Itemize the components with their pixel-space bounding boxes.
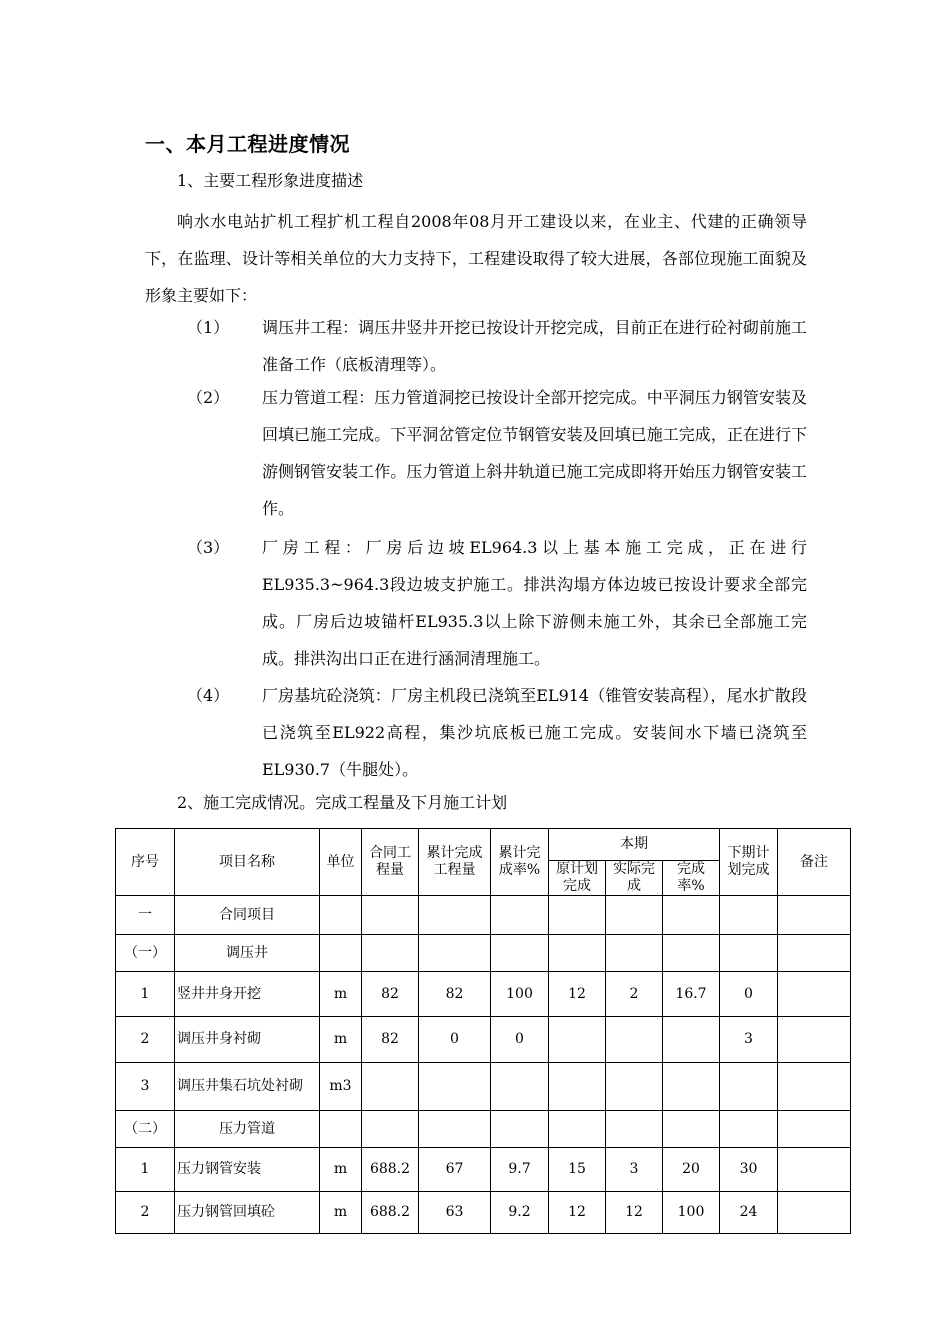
header-rate: 完成率%: [663, 861, 720, 896]
cell-seq: 一: [116, 896, 175, 935]
cell-planned: [549, 1111, 606, 1148]
header-contract: 合同工程量: [362, 829, 419, 896]
header-cum-qty: 累计完成工程量: [419, 829, 491, 896]
cell-cum-qty: 82: [419, 972, 491, 1017]
cell-next: 24: [720, 1192, 778, 1234]
list-item-number: （2）: [187, 388, 230, 407]
cell-cum-qty: 67: [419, 1148, 491, 1192]
list-item: [145, 379, 807, 527]
cell-name: 竖井井身开挖: [175, 972, 320, 1017]
cell-unit: m: [320, 1192, 362, 1234]
cell-actual: 2: [606, 972, 663, 1017]
list-item-number: （1）: [187, 318, 230, 337]
progress-table: [115, 828, 851, 1234]
cell-unit: [320, 896, 362, 935]
cell-rate: [663, 1111, 720, 1148]
cell-rate: [663, 1017, 720, 1063]
cell-planned: 12: [549, 972, 606, 1017]
progress-table-body: [116, 896, 851, 1234]
cell-remark: [778, 1111, 851, 1148]
cell-remark: [778, 896, 851, 935]
cell-contract: 82: [362, 1017, 419, 1063]
cell-contract: [362, 1111, 419, 1148]
cell-unit: m: [320, 972, 362, 1017]
cell-planned: 12: [549, 1192, 606, 1234]
cell-seq: 1: [116, 1148, 175, 1192]
cell-remark: [778, 972, 851, 1017]
cell-contract: [362, 896, 419, 935]
cell-seq: 2: [116, 1192, 175, 1234]
list-item-number: （4）: [187, 686, 230, 705]
cell-rate: 20: [663, 1148, 720, 1192]
cell-cum-qty: [419, 935, 491, 972]
header-name: 项目名称: [175, 829, 320, 896]
cell-cum-rate: 100: [491, 972, 549, 1017]
cell-remark: [778, 1192, 851, 1234]
cell-cum-rate: 0: [491, 1017, 549, 1063]
cell-next: [720, 935, 778, 972]
cell-cum-qty: 0: [419, 1017, 491, 1063]
cell-unit: m: [320, 1017, 362, 1063]
list-item-number: （3）: [187, 538, 230, 557]
cell-actual: 12: [606, 1192, 663, 1234]
cell-contract: 688.2: [362, 1192, 419, 1234]
header-next: 下期计划完成: [720, 829, 778, 896]
list-item: [145, 309, 807, 383]
cell-name: 压力钢管回填砼: [175, 1192, 320, 1234]
cell-name: 压力管道: [175, 1111, 320, 1148]
cell-name: 调压井: [175, 935, 320, 972]
cell-rate: [663, 896, 720, 935]
header-cum-rate: 累计完成率%: [491, 829, 549, 896]
cell-unit: [320, 935, 362, 972]
header-planned: 原计划完成: [549, 861, 606, 896]
list-item-text: 厂房工程：厂房后边坡EL964.3以上基本施工完成，正在进行EL935.3~964.3段边坡支护施工。排洪沟塌方体边坡已按设计要求全部完成。厂房后边坡锚杆EL935.3以上除下游侧未施工外，其余已全部施工完成。排洪沟出口正在进行涵洞清理施工。: [262, 538, 807, 668]
cell-next: [720, 1111, 778, 1148]
table-row: [116, 896, 851, 935]
cell-seq: 2: [116, 1017, 175, 1063]
cell-next: 3: [720, 1017, 778, 1063]
cell-rate: [663, 935, 720, 972]
table-row: [116, 1111, 851, 1148]
cell-cum-rate: [491, 935, 549, 972]
cell-remark: [778, 1017, 851, 1063]
header-actual: 实际完成: [606, 861, 663, 896]
cell-remark: [778, 1148, 851, 1192]
cell-rate: 16.7: [663, 972, 720, 1017]
list-item: [145, 529, 807, 677]
cell-contract: [362, 935, 419, 972]
cell-actual: [606, 1017, 663, 1063]
list-item-text: 压力管道工程：压力管道洞挖已按设计全部开挖完成。中平洞压力钢管安装及回填已施工完成。下平洞岔管定位节钢管安装及回填已施工完成，正在进行下游侧钢管安装工作。压力管道上斜井轨道已施工完成即将开始压力钢管安装工作。: [262, 388, 807, 518]
cell-actual: [606, 1063, 663, 1111]
cell-name: 调压井身衬砌: [175, 1017, 320, 1063]
cell-rate: 100: [663, 1192, 720, 1234]
cell-actual: [606, 935, 663, 972]
cell-seq: （一）: [116, 935, 175, 972]
table-row: [116, 935, 851, 972]
list-item-text: 厂房基坑砼浇筑：厂房主机段已浇筑至EL914（锥管安装高程），尾水扩散段已浇筑至EL922高程，集沙坑底板已施工完成。安装间水下墙已浇筑至EL930.7（牛腿处）。: [262, 686, 807, 779]
table-row: [116, 972, 851, 1017]
table-row: [116, 1148, 851, 1192]
cell-seq: 3: [116, 1063, 175, 1111]
cell-cum-qty: [419, 896, 491, 935]
header-current: 本期: [549, 829, 720, 861]
cell-unit: [320, 1111, 362, 1148]
cell-remark: [778, 935, 851, 972]
header-remark: 备注: [778, 829, 851, 896]
cell-contract: [362, 1063, 419, 1111]
cell-planned: [549, 896, 606, 935]
cell-planned: [549, 935, 606, 972]
cell-seq: 1: [116, 972, 175, 1017]
cell-cum-rate: 9.2: [491, 1192, 549, 1234]
cell-planned: 15: [549, 1148, 606, 1192]
section-1-heading: 1、主要工程形象进度描述: [177, 171, 364, 190]
table-row: [116, 1192, 851, 1234]
cell-next: 30: [720, 1148, 778, 1192]
header-seq: 序号: [116, 829, 175, 896]
cell-next: [720, 1063, 778, 1111]
header-unit: 单位: [320, 829, 362, 896]
cell-remark: [778, 1063, 851, 1111]
cell-unit: m: [320, 1148, 362, 1192]
table-row: [116, 1063, 851, 1111]
cell-cum-rate: [491, 1111, 549, 1148]
cell-actual: [606, 896, 663, 935]
cell-next: 0: [720, 972, 778, 1017]
cell-name: 合同项目: [175, 896, 320, 935]
cell-contract: 82: [362, 972, 419, 1017]
cell-name: 调压井集石坑处衬砌: [175, 1063, 320, 1111]
cell-planned: [549, 1063, 606, 1111]
cell-contract: 688.2: [362, 1148, 419, 1192]
table-row: [116, 1017, 851, 1063]
cell-actual: [606, 1111, 663, 1148]
cell-cum-qty: [419, 1063, 491, 1111]
cell-actual: 3: [606, 1148, 663, 1192]
page-title: 一、本月工程进度情况: [145, 132, 350, 156]
cell-planned: [549, 1017, 606, 1063]
list-item: [145, 677, 807, 788]
cell-unit: m3: [320, 1063, 362, 1111]
section-2-heading: 2、施工完成情况。完成工程量及下月施工计划: [177, 793, 508, 812]
cell-cum-rate: 9.7: [491, 1148, 549, 1192]
cell-cum-qty: 63: [419, 1192, 491, 1234]
cell-cum-rate: [491, 896, 549, 935]
cell-seq: （二）: [116, 1111, 175, 1148]
list-item-text: 调压井工程：调压井竖井开挖已按设计开挖完成，目前正在进行砼衬砌前施工准备工作（底板清理等）。: [262, 318, 807, 374]
cell-cum-qty: [419, 1111, 491, 1148]
cell-next: [720, 896, 778, 935]
intro-paragraph: 响水水电站扩机工程扩机工程自2008年08月开工建设以来，在业主、代建的正确领导下，在监理、设计等相关单位的大力支持下，工程建设取得了较大进展，各部位现施工面貌及形象主要如下：: [145, 212, 807, 305]
cell-cum-rate: [491, 1063, 549, 1111]
cell-rate: [663, 1063, 720, 1111]
cell-name: 压力钢管安装: [175, 1148, 320, 1192]
